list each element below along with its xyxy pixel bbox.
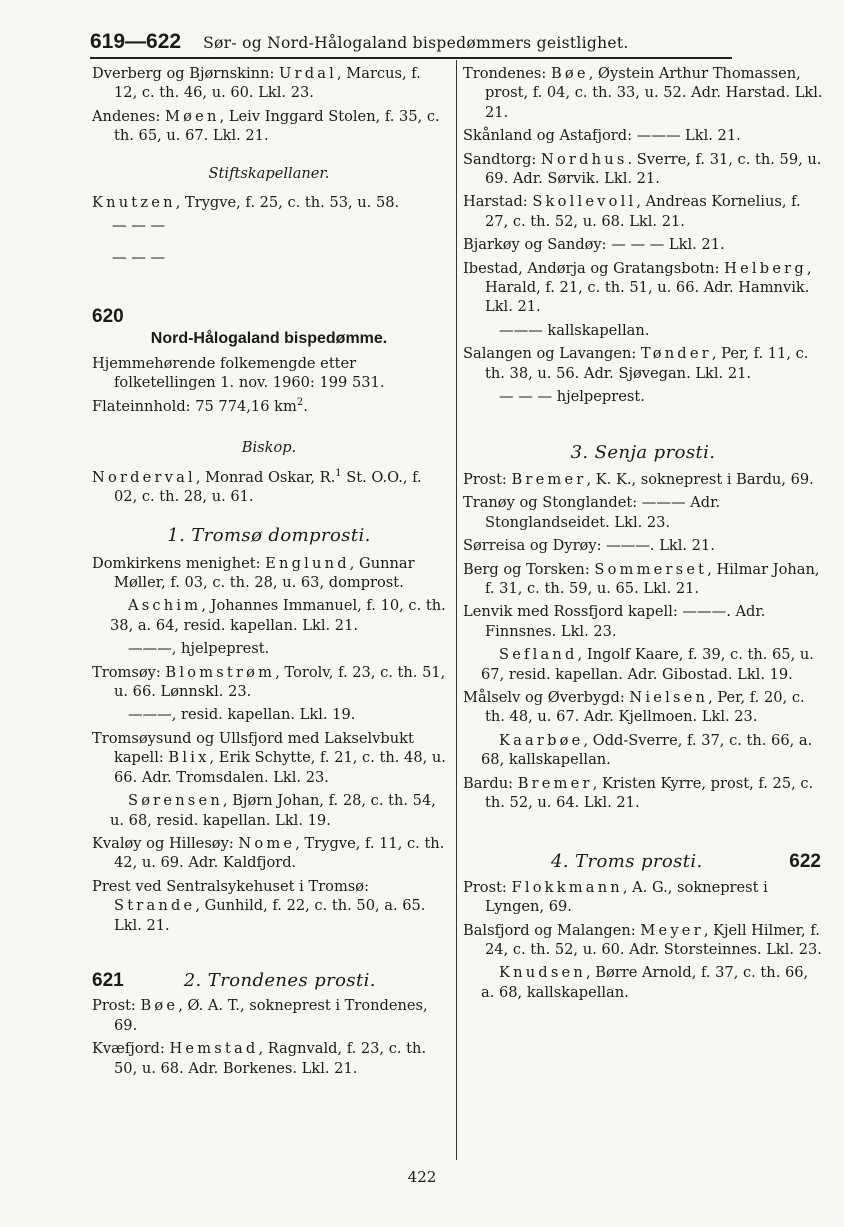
entry-tranoy: Tranøy og Stonglandet: ——— Adr. Stonglandseidet. Lkl. 23. (463, 494, 721, 531)
stiftskapellaner-title: Stiftskapellaner. (208, 164, 330, 182)
header-title: Sør- og Nord-Hålogaland bispedømmers geistlighet. (203, 34, 629, 52)
entry-aschim: Aschim, Johannes Immanuel, f. 10, c. th. 38, a. 64, resid. kapellan. Lkl. 21. (110, 597, 446, 634)
entry-balsfjord: Balsfjord og Malangen: Meyer, Kjell Hilmer, f. 24, c. th. 52, u. 60. Adr. Storsteinnes. Lkl. 23. (463, 921, 822, 959)
entry-prost-boe: Prost: Bøe, Ø. A. T., sokneprest i Trondenes, 69. (92, 997, 428, 1034)
entry-bjarkoy: Bjarkøy og Sandøy: — — — Lkl. 21. (463, 236, 725, 254)
page-range: 619—622 (90, 30, 182, 53)
vacancy-dash-2: — — — (112, 248, 166, 266)
entry-malselv: Målselv og Øverbygd: Nielsen, Per, f. 20, c. th. 48, u. 67. Adr. Kjellmoen. Lkl. 23. (463, 688, 805, 726)
entry-kvaloy: Kvaløy og Hillesøy: Nome, Trygve, f. 11, c. th. 42, u. 69. Adr. Kaldfjord. (92, 834, 445, 872)
entry-norderval: Norderval, Monrad Oskar, R.$^1$ St. O.O., f. 02, c. th. 28, u. 61. (92, 467, 422, 505)
biskop-title: Biskop. (241, 439, 297, 457)
entry-bardu: Bardu: Bremer, Kristen Kyrre, prost, f. 25, c. th. 52, u. 64. Lkl. 21. (463, 774, 814, 811)
entry-tromsoysund: Tromsøysund og Ullsfjord med Lakselvbukt kapell: Blix, Erik Schytte, f. 21, c. th. 48, u. 66. Adr. Tromsdalen. Lkl. 23. (92, 729, 446, 786)
entry-resid-kapellan: ———, resid. kapellan. Lkl. 19. (128, 706, 356, 724)
entry-dverberg: Dverberg og Bjørnskinn: Urdal, Marcus, f. 12, c. th. 46, u. 60. Lkl. 23. (92, 65, 421, 102)
left-column (92, 64, 446, 1082)
population: Hjemmehørende folkemengde etter folketellingen 1. nov. 1960: 199 531. (92, 355, 385, 392)
entry-ibestad: Ibestad, Andørja og Gratangsbotn: Helberg, Harald, f. 21, c. th. 51, u. 66. Adr. Hamnvik. Lkl. 21. (463, 259, 812, 316)
entry-skanland: Skånland og Astafjord: ——— Lkl. 21. (463, 127, 741, 145)
section-620-number: 620 (92, 306, 124, 328)
tromso-domprosti-title: 1. Tromsø domprosti. (167, 525, 371, 547)
area: Flateinnhold: 75 774,16 $km^2$. (92, 396, 308, 415)
trondenes-prosti-title: 2. Trondenes prosti. (183, 969, 376, 991)
entry-hjelpeprest-2: — — — hjelpeprest. (499, 388, 645, 406)
section-621-number: 621 (92, 969, 124, 991)
entry-prost-flokkmann: Prost: Flokkmann, A. G., sokneprest i Lyngen, 69. (463, 878, 768, 916)
entry-sentralsykehuset: Prest ved Sentralsykehuset i Tromsø: Strande, Gunhild, f. 22, c. th. 50, a. 65. Lkl. 21. (92, 877, 426, 934)
entry-salangen: Salangen og Lavangen: Tønder, Per, f. 11, c. th. 38, u. 56. Adr. Sjøvegan. Lkl. 21. (463, 345, 809, 382)
section-622-number: 622 (789, 851, 821, 873)
entry-tromsoy: Tromsøy: Blomstrøm, Torolv, f. 23, c. th. 51, u. 66. Lønnskl. 23. (92, 663, 446, 701)
entry-knudsen: Knudsen, Børre Arnold, f. 37, c. th. 66, a. 68, kallskapellan. (481, 964, 809, 1001)
entry-kaarboe: Kaarbøe, Odd-Sverre, f. 37, c. th. 66, a. 68, kallskapellan. (481, 731, 813, 769)
entry-knutzen: Knutzen, Trygve, f. 25, c. th. 53, u. 58. (92, 194, 400, 212)
entry-sorensen: Sørensen, Bjørn Johan, f. 28, c. th. 54, u. 68, resid. kapellan. Lkl. 19. (110, 792, 436, 829)
vacancy-dash-1: — — — (112, 217, 166, 235)
page-number: 422 (407, 1168, 437, 1186)
right-column (463, 64, 823, 1006)
section-621-row (92, 971, 446, 990)
section-620-heading: Nord-Hålogaland bispedømme. (150, 329, 388, 347)
entry-domkirkens: Domkirkens menighet: Englund, Gunnar Møller, f. 03, c. th. 28, u. 63, domprost. (92, 554, 415, 592)
header-rule (90, 57, 732, 59)
senja-prosti-title: 3. Senja prosti. (570, 441, 716, 463)
page-header (90, 30, 738, 54)
troms-prosti-title: 4. Troms prosti. (551, 851, 703, 873)
entry-lenvik: Lenvik med Rossfjord kapell: ———. Adr. Finnsnes. Lkl. 23. (463, 603, 766, 640)
entry-kallskapellan: ——— kallskapellan. (499, 321, 650, 339)
entry-andenes: Andenes: Møen, Leiv Inggard Stolen, f. 35, c. th. 65, u. 67. Lkl. 21. (92, 107, 440, 145)
entry-harstad: Harstad: Skollevoll, Andreas Kornelius, f. 27, c. th. 52, u. 68. Lkl. 21. (463, 193, 801, 230)
column-divider (456, 60, 457, 1160)
entry-kvaefjord: Kvæfjord: Hemstad, Ragnvald, f. 23, c. th. 50, u. 68. Adr. Borkenes. Lkl. 21. (92, 1040, 427, 1077)
section-622-row (463, 852, 823, 871)
entry-sefland: Sefland, Ingolf Kaare, f. 39, c. th. 65, u. 67, resid. kapellan. Adr. Gibostad. Lkl. 19. (481, 646, 814, 683)
entry-sandtorg: Sandtorg: Nordhus. Sverre, f. 31, c. th. 59, u. 69. Adr. Sørvik. Lkl. 21. (463, 150, 822, 188)
entry-sorreisa: Sørreisa og Dyrøy: ———. Lkl. 21. (463, 537, 715, 555)
entry-berg: Berg og Torsken: Sommerset, Hilmar Johan, f. 31, c. th. 59, u. 65. Lkl. 21. (463, 560, 820, 597)
entry-hjelpeprest: ———, hjelpeprest. (128, 640, 270, 658)
entry-trondenes: Trondenes: Bøe, Øystein Arthur Thomassen, prost, f. 04, c. th. 33, u. 52. Adr. Harstad. Lkl. 21. (463, 65, 823, 121)
entry-prost-bremer: Prost: Bremer, K. K., sokneprest i Bardu, 69. (463, 470, 814, 488)
